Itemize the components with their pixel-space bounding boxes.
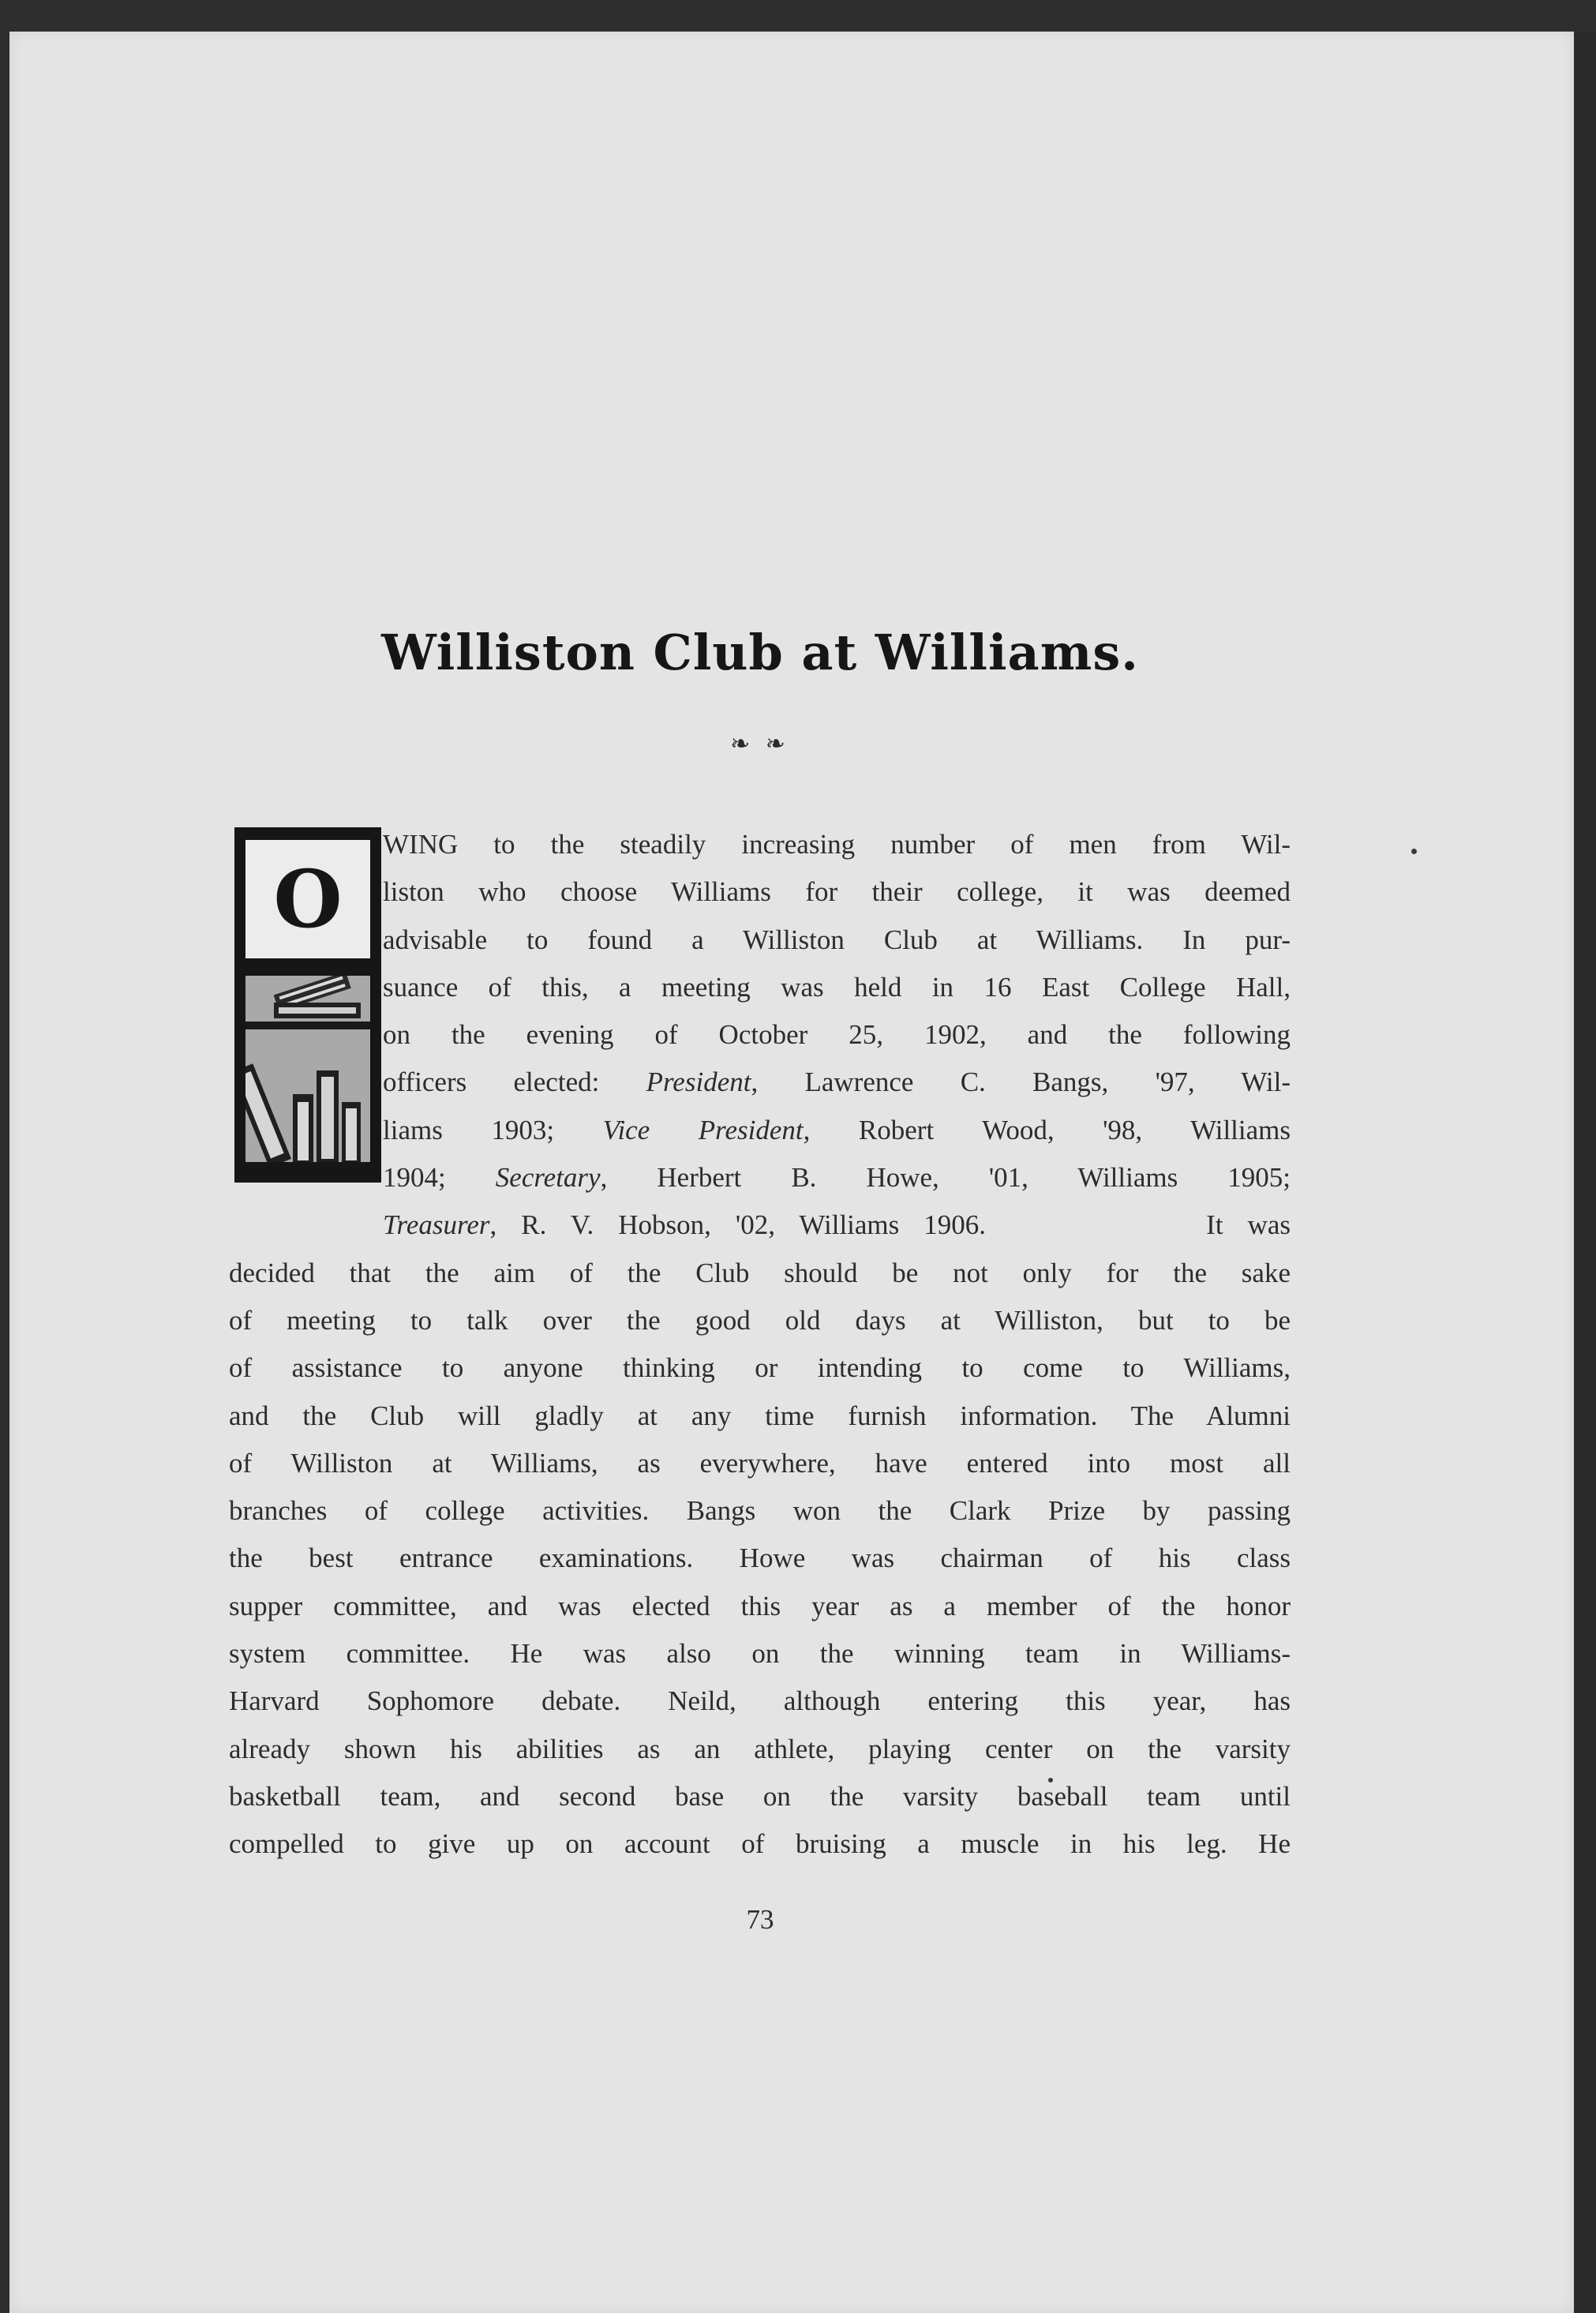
officer-title-treasurer: Treasurer	[383, 1209, 490, 1241]
text-line	[229, 1059, 1291, 1106]
initial-letter: O	[273, 853, 343, 946]
officer-title-president: President	[646, 1067, 751, 1098]
text-line: WING to the steadily increasing number of men from Wil-	[383, 829, 1291, 860]
page-title: Williston Club at Williams.	[381, 623, 1139, 681]
text-segment: It was	[1206, 1209, 1291, 1241]
text-segment: , R. V. Hobson, '02, Williams 1906.	[489, 1209, 987, 1241]
text-line: liston who choose Williams for their college, it was deemed	[383, 876, 1291, 908]
text-line: compelled to give up on account of bruising a muscle in his leg. He	[229, 1828, 1291, 1860]
text-segment: , Lawrence C. Bangs, '97, Wil-	[751, 1067, 1291, 1098]
text-segment: liams 1903;	[383, 1114, 555, 1145]
text-line: advisable to found a Williston Club at Williams. In pur-	[383, 924, 1291, 955]
text-segment: , Robert Wood, '98, Williams	[803, 1114, 1291, 1145]
officer-title-secretary: Secretary	[495, 1162, 601, 1194]
text-line	[229, 1201, 1291, 1249]
text-line: supper committee, and was elected this year as a member of the honor	[229, 1590, 1291, 1621]
officer-title-vice-president: Vice President	[602, 1114, 804, 1145]
text-line: system committee. He was also on the winning team in Williams-	[229, 1638, 1291, 1670]
text-line: on the evening of October 25, 1902, and the following	[383, 1019, 1291, 1051]
text-line: suance of this, a meeting was held in 16 East College Hall,	[383, 971, 1291, 1003]
text-line: of Williston at Williams, as everywhere, have entered into most all	[229, 1447, 1291, 1479]
ink-speck	[1411, 849, 1417, 854]
text-line: decided that the aim of the Club should be not only for the sake	[229, 1257, 1291, 1288]
text-line: Harvard Sophomore debate. Neild, although entering this year, has	[229, 1685, 1291, 1717]
text-segment: 1904;	[383, 1162, 446, 1194]
body-paragraph	[229, 821, 1291, 1869]
text-segment: , Herbert B. Howe, '01, Williams 1905;	[600, 1162, 1291, 1194]
ornament-fleurons: ❧ ❧	[730, 731, 790, 757]
text-line: already shown his abilities as an athlete, playing center on the varsity	[229, 1733, 1291, 1764]
text-segment: officers elected:	[383, 1067, 600, 1098]
text-line: of meeting to talk over the good old days at Williston, but to be	[229, 1304, 1291, 1336]
text-line	[229, 1107, 1291, 1154]
text-line: basketball team, and second base on the varsity baseball team until	[229, 1780, 1291, 1812]
text-line: and the Club will gladly at any time furnish information. The Alumni	[229, 1400, 1291, 1431]
text-line: of assistance to anyone thinking or intending to come to Williams,	[229, 1352, 1291, 1384]
text-line: branches of college activities. Bangs won the Clark Prize by passing	[229, 1495, 1291, 1527]
text-line	[229, 1154, 1291, 1201]
page-edge	[1574, 32, 1596, 2313]
text-line: the best entrance examinations. Howe was chairman of his class	[229, 1543, 1291, 1574]
page-number: 73	[746, 1904, 774, 1935]
